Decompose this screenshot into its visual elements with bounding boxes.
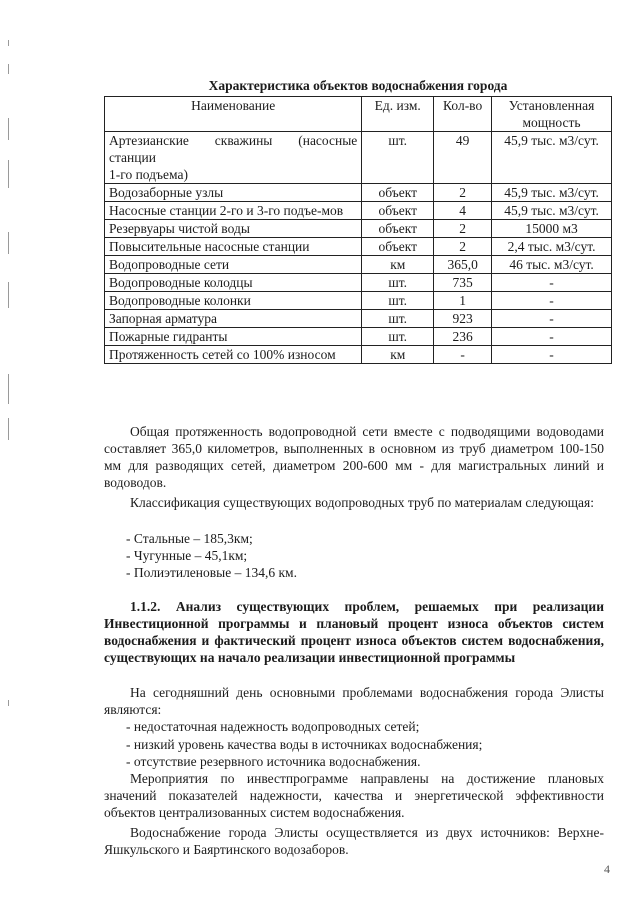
- cell-unit: объект: [362, 202, 434, 220]
- table-row: [105, 256, 612, 274]
- cell-unit: шт.: [362, 274, 434, 292]
- paragraph-investment-program: Мероприятия по инвестпрограмме направлены на достижение плановых значений показателей надежности, качества и энергетической эффективности объектов централизованных систем водоснабжения.: [104, 771, 604, 820]
- table-row: [105, 184, 612, 202]
- cell-quantity: 2: [434, 220, 492, 238]
- table-row: [105, 238, 612, 256]
- table-title: Характеристика объектов водоснабжения города: [208, 78, 508, 93]
- cell-quantity: 2: [434, 238, 492, 256]
- list-item-problem-reliability: - недостаточная надежность водопроводных сетей;: [126, 719, 420, 734]
- table-row: [105, 274, 612, 292]
- list-item-problem-water-quality: - низкий уровень качества воды в источниках водоснабжения;: [126, 737, 483, 752]
- cell-unit: объект: [362, 238, 434, 256]
- table-row: [105, 328, 612, 346]
- cell-unit: шт.: [362, 310, 434, 328]
- table-row: [105, 132, 612, 184]
- cell-capacity: -: [492, 292, 612, 310]
- paragraph-problems-intro: На сегодняшний день основными проблемами водоснабжения города Элисты являются:: [104, 685, 604, 717]
- list-item-problem-reserve-source: - отсутствие резервного источника водоснабжения.: [126, 754, 421, 769]
- cell-name: Повысительные насосные станции: [105, 238, 362, 256]
- list-item-cast-iron: - Чугунные – 45,1км;: [126, 548, 248, 563]
- paragraph-water-sources: Водоснабжение города Элисты осуществляется из двух источников: Верхне-Яшкульского и Баяртинского водозаборов.: [104, 825, 604, 857]
- cell-name: Водопроводные колодцы: [105, 274, 362, 292]
- cell-name: Водопроводные сети: [105, 256, 362, 274]
- table-row: [105, 346, 612, 364]
- cell-name: Водозаборные узлы: [105, 184, 362, 202]
- list-item-polyethylene: - Полиэтиленовые – 134,6 км.: [126, 565, 297, 580]
- cell-name: Резервуары чистой воды: [105, 220, 362, 238]
- cell-name: Запорная арматура: [105, 310, 362, 328]
- cell-name: Пожарные гидранты: [105, 328, 362, 346]
- cell-capacity: 2,4 тыс. м3/сут.: [492, 238, 612, 256]
- cell-name: Артезианские скважины (насосные станции 1-го подъема): [105, 132, 362, 184]
- water-supply-objects-table: [104, 96, 612, 364]
- cell-capacity: -: [492, 274, 612, 292]
- cell-capacity: 15000 м3: [492, 220, 612, 238]
- section-heading: 1.1.2. Анализ существующих проблем, решаемых при реализации Инвестиционной программы и плановый процент износа объектов систем водоснабжения и фактический процент износа объектов систем водоснабжения, существующих на начало реализации инвестиционной программы: [104, 599, 604, 665]
- table-row: [105, 202, 612, 220]
- cell-unit: объект: [362, 184, 434, 202]
- cell-quantity: 1: [434, 292, 492, 310]
- table-row: [105, 292, 612, 310]
- binding-margin-marks: [8, 0, 12, 905]
- cell-quantity: 923: [434, 310, 492, 328]
- cell-quantity: -: [434, 346, 492, 364]
- cell-quantity: 2: [434, 184, 492, 202]
- cell-capacity: -: [492, 328, 612, 346]
- cell-capacity: 46 тыс. м3/сут.: [492, 256, 612, 274]
- cell-unit: шт.: [362, 328, 434, 346]
- cell-capacity: -: [492, 346, 612, 364]
- cell-unit: шт.: [362, 132, 434, 184]
- header-capacity: Установленная мощность: [492, 97, 612, 132]
- table-header-row: [105, 97, 612, 132]
- cell-quantity: 735: [434, 274, 492, 292]
- cell-unit: км: [362, 256, 434, 274]
- header-unit: Ед. изм.: [362, 97, 434, 132]
- header-name: Наименование: [105, 97, 362, 132]
- cell-unit: км: [362, 346, 434, 364]
- cell-unit: шт.: [362, 292, 434, 310]
- cell-quantity: 365,0: [434, 256, 492, 274]
- page-number: 4: [604, 862, 610, 876]
- list-item-steel: - Стальные – 185,3км;: [126, 531, 253, 546]
- paragraph-network-length: Общая протяженность водопроводной сети вместе с подводящими водоводами составляет 365,0 километров, выполненных в основном из труб диаметром 100-150 мм для разводящих сетей, диаметром 200-600 мм - для магистральных линий и водоводов.: [104, 424, 604, 490]
- cell-capacity: 45,9 тыс. м3/сут.: [492, 132, 612, 184]
- cell-capacity: 45,9 тыс. м3/сут.: [492, 184, 612, 202]
- cell-name: Протяженность сетей со 100% износом: [105, 346, 362, 364]
- cell-capacity: 45,9 тыс. м3/сут.: [492, 202, 612, 220]
- paragraph-pipe-classification: Классификация существующих водопроводных труб по материалам следующая:: [130, 495, 594, 510]
- cell-quantity: 49: [434, 132, 492, 184]
- header-quantity: Кол-во: [434, 97, 492, 132]
- cell-unit: объект: [362, 220, 434, 238]
- cell-name: Водопроводные колонки: [105, 292, 362, 310]
- cell-quantity: 4: [434, 202, 492, 220]
- cell-quantity: 236: [434, 328, 492, 346]
- cell-capacity: -: [492, 310, 612, 328]
- table-row: [105, 310, 612, 328]
- table-row: [105, 220, 612, 238]
- cell-name: Насосные станции 2-го и 3-го подъе-мов: [105, 202, 362, 220]
